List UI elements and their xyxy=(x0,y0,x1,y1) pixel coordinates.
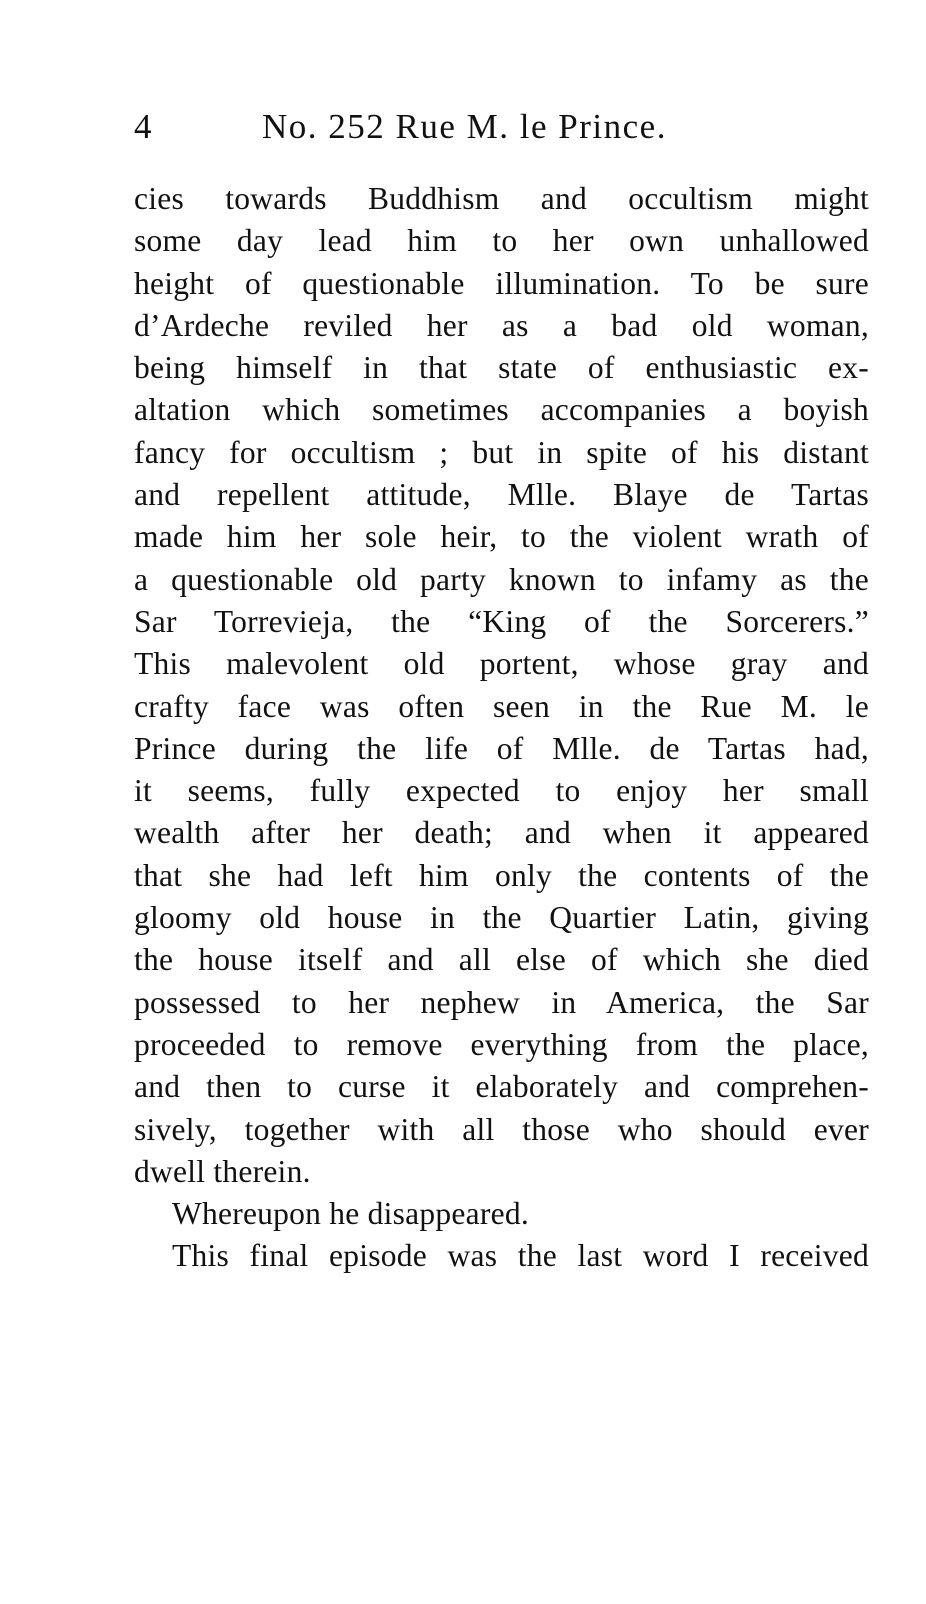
text-line: and repellent attitude, Mlle. Blaye de Tartas xyxy=(134,477,869,513)
text-line: that she had left him only the contents of the xyxy=(134,857,869,893)
text-line: Prince during the life of Mlle. de Tartas had, xyxy=(134,730,869,766)
text-line: gloomy old house in the Quartier Latin, giving xyxy=(134,900,869,936)
text-line: a questionable old party known to infamy as the xyxy=(134,561,869,597)
text-line: made him her sole heir, to the violent wrath of xyxy=(134,519,869,555)
text-line: possessed to her nephew in America, the Sar xyxy=(134,984,869,1020)
text-line: the house itself and all else of which she died xyxy=(134,942,869,978)
text-line: being himself in that state of enthusiastic ex- xyxy=(134,350,869,386)
running-head xyxy=(134,102,874,152)
text-line: wealth after her death; and when it appeared xyxy=(134,815,869,851)
text-line: crafty face was often seen in the Rue M. le xyxy=(134,688,869,724)
text-line: altation which sometimes accompanies a boyish xyxy=(134,392,869,428)
text-line: fancy for occultism ; but in spite of his distant xyxy=(134,434,869,470)
paragraph-end-line: dwell therein. xyxy=(134,1153,311,1189)
text-line: cies towards Buddhism and occultism might xyxy=(134,181,869,216)
paragraph-line: Whereupon he disappeared. xyxy=(172,1196,529,1232)
text-line: and then to curse it elaborately and comprehen- xyxy=(134,1069,869,1105)
text-line: height of questionable illumination. To be sure xyxy=(134,265,869,301)
paragraph-first-line: This final episode was the last word I received xyxy=(172,1238,869,1274)
text-line: proceeded to remove everything from the place, xyxy=(134,1026,869,1062)
page-number: 4 xyxy=(134,107,153,146)
running-title: No. 252 Rue M. le Prince. xyxy=(262,107,667,146)
text-line: d’Ardeche reviled her as a bad old woman, xyxy=(134,307,869,343)
text-line: Sar Torrevieja, the “King of the Sorcerers.” xyxy=(134,603,869,639)
text-line: it seems, fully expected to enjoy her small xyxy=(134,773,869,809)
text-line: sively, together with all those who should ever xyxy=(134,1111,869,1147)
body-text xyxy=(134,178,869,1278)
text-line: some day lead him to her own unhallowed xyxy=(134,223,869,259)
text-line: This malevolent old portent, whose gray and xyxy=(134,646,869,682)
